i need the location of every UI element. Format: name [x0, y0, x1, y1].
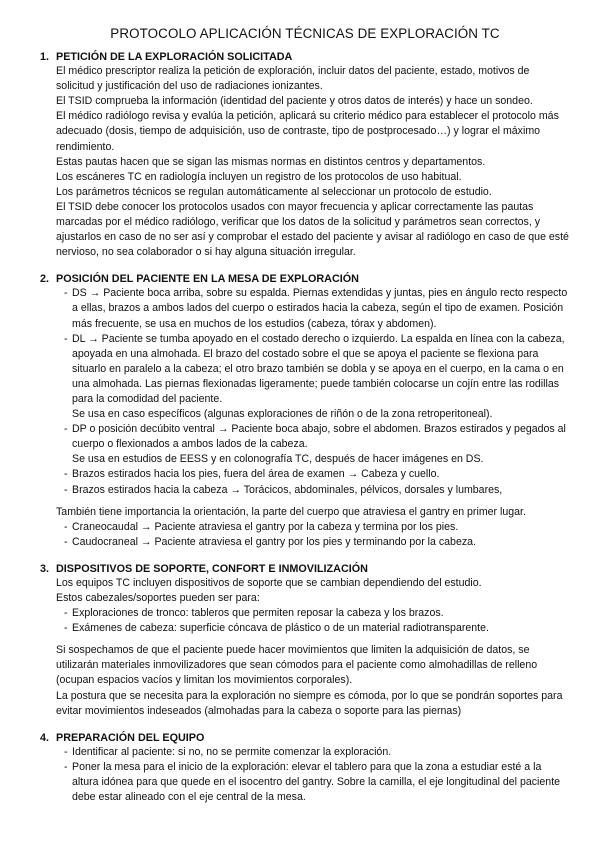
list-item: - Exploraciones de tronco: tableros que permiten reposar la cabeza y los brazos.: [64, 606, 570, 621]
paragraph: Estas pautas hacen que se sigan las mismas normas en distintos centros y departamentos.: [56, 155, 486, 168]
list-item: - Brazos estirados hacia la cabeza → Torácicos, abdominales, pélvicos, dorsales y lumbares,: [64, 483, 570, 498]
list-item: - Identificar al paciente: si no, no se permite comenzar la exploración.: [64, 745, 570, 760]
paragraph: Estos cabezales/soportes pueden ser para:: [56, 592, 260, 604]
document-title: PROTOCOLO APLICACIÓN TÉCNICAS DE EXPLORACIÓN TC: [110, 26, 500, 41]
paragraph: Los parámetros técnicos se regulan automáticamente al seleccionar un protocolo de estudio.: [56, 185, 492, 198]
section-3: [40, 562, 570, 719]
paragraph: El médico radiólogo revisa y evalúa la petición, aplicará su criterio médico para establecer el protocolo más adecuado (dosis, tiempo de adquisición, uso de contraste, tipo de postprocesado…) y lograr el máximo rendimiento.: [56, 110, 559, 153]
preparation-list: [56, 745, 570, 805]
section-number: 4.: [40, 731, 50, 744]
paragraph: También tiene importancia la orientación, la parte del cuerpo que atraviesa el gantry en primer lugar.: [56, 505, 526, 518]
paragraph: Si sospechamos de que el paciente puede hacer movimientos que limiten la adquisición de datos, se utilizarán materiales inmovilizadores que sean cómodos para el paciente como almohadillas de relleno (ocupan espacios vacíos y limitan los movimientos corporales).: [56, 644, 538, 687]
section-number: 3.: [40, 562, 50, 575]
paragraph: El médico prescriptor realiza la petición de exploración, incluir datos del paciente, estado, motivos de solicitud y justificación del uso de radiaciones ionizantes.: [56, 65, 530, 93]
section-1: [40, 50, 570, 260]
list-item-note: Se usa en estudios de EESS y en colonografía TC, después de hacer imágenes en DS.: [72, 453, 484, 466]
section-4: [40, 731, 570, 805]
list-item: - DL → Paciente se tumba apoyado en el costado derecho o izquierdo. La espalda en línea con la cabeza, apoyada en una almohada. El brazo del costado sobre el que se apoya el paciente se flexiona para situarlo en paralelo a la cabeza; el otro brazo también se dobla y se apoya en el cuerpo, en la cama o en una almohada. Las piernas flexionadas ligeramente; puede también colocarse un cojín entre las rodillas para la comodidad del paciente. Se usa en caso específicos (algunas exploraciones de riñón o de la zona retroperitoneal).: [64, 332, 570, 423]
section-number: 2.: [40, 273, 50, 286]
section-title: DISPOSITIVOS DE SOPORTE, CONFORT E INMOVILIZACIÓN: [56, 562, 368, 575]
section-heading: [40, 731, 570, 745]
list-item: - Poner la mesa para el inicio de la exploración: elevar el tablero para que la zona a estudiar esté a la altura idónea para que quede en el isocentro del gantry. Sobre la camilla, el eje longitudinal del paciente debe estar alineado con el eje central de la mesa.: [64, 760, 570, 805]
list-item: - Caudocraneal → Paciente atraviesa el gantry por los pies y terminando por la cabeza.: [64, 535, 570, 550]
section-title: PETICIÓN DE LA EXPLORACIÓN SOLICITADA: [56, 51, 293, 64]
section-heading: [40, 562, 570, 576]
orientation-list: [56, 520, 570, 550]
paragraph: Los equipos TC incluyen dispositivos de soporte que se cambian dependiendo del estudio.: [56, 576, 482, 589]
paragraph: El TSID debe conocer los protocolos usados con mayor frecuencia y aplicar correctamente las pautas marcadas por el médico radiólogo, verificar que los datos de la solicitud y parámetros sean correctos, y ajustarlos en caso de no ser así y comprobar el estado del paciente y avisar al radiólogo en caso de que esté nervioso, no sea colaborador o si hay alguna situación irregular.: [56, 200, 569, 259]
list-item: - DS → Paciente boca arriba, sobre su espalda. Piernas extendidas y juntas, pies en ángulo recto respecto a ellas, brazos a ambos lados del cuerpo o estirados hacia la cabeza, según el tipo de examen. Posición más frecuente, se usa en muchos de los estudios (cabeza, tórax y abdomen).: [64, 286, 570, 331]
list-item: - Craneocaudal → Paciente atraviesa el gantry por la cabeza y termina por los pies.: [64, 520, 570, 535]
list-item-note: Se usa en caso específicos (algunas exploraciones de riñón o de la zona retroperitoneal).: [72, 408, 493, 421]
section-title: POSICIÓN DEL PACIENTE EN LA MESA DE EXPLORACIÓN: [56, 273, 359, 286]
list-item: - Brazos estirados hacia los pies, fuera del área de examen → Cabeza y cuello.: [64, 467, 570, 482]
section-heading: [40, 272, 570, 286]
section-2: [40, 272, 570, 550]
list-item: - DP o posición decúbito ventral → Paciente boca abajo, sobre el abdomen. Brazos estirados y pegados al cuerpo o flexionados a ambos lados de la cabeza. Se usa en estudios de EESS y en colonografía TC, después de hacer imágenes en DS.: [64, 422, 570, 467]
section-heading: [40, 50, 570, 64]
position-list: [56, 286, 570, 497]
section-number: 1.: [40, 51, 50, 64]
paragraph: El TSID comprueba la información (identidad del paciente y otros datos de interés) y hace un sondeo.: [56, 95, 533, 108]
paragraph: Los escáneres TC en radiología incluyen un registro de los protocolos de uso habitual.: [56, 170, 462, 183]
section-title: PREPARACIÓN DEL EQUIPO: [56, 731, 205, 744]
paragraph: La postura que se necesita para la exploración no siempre es cómoda, por lo que se pondrán soportes para evitar movimientos indeseados (almohadas para la cabeza o soporte para las piernas): [56, 689, 563, 717]
list-item: - Exámenes de cabeza: superficie cóncava de plástico o de un material radiotransparente.: [64, 621, 570, 636]
support-list: [56, 606, 570, 636]
